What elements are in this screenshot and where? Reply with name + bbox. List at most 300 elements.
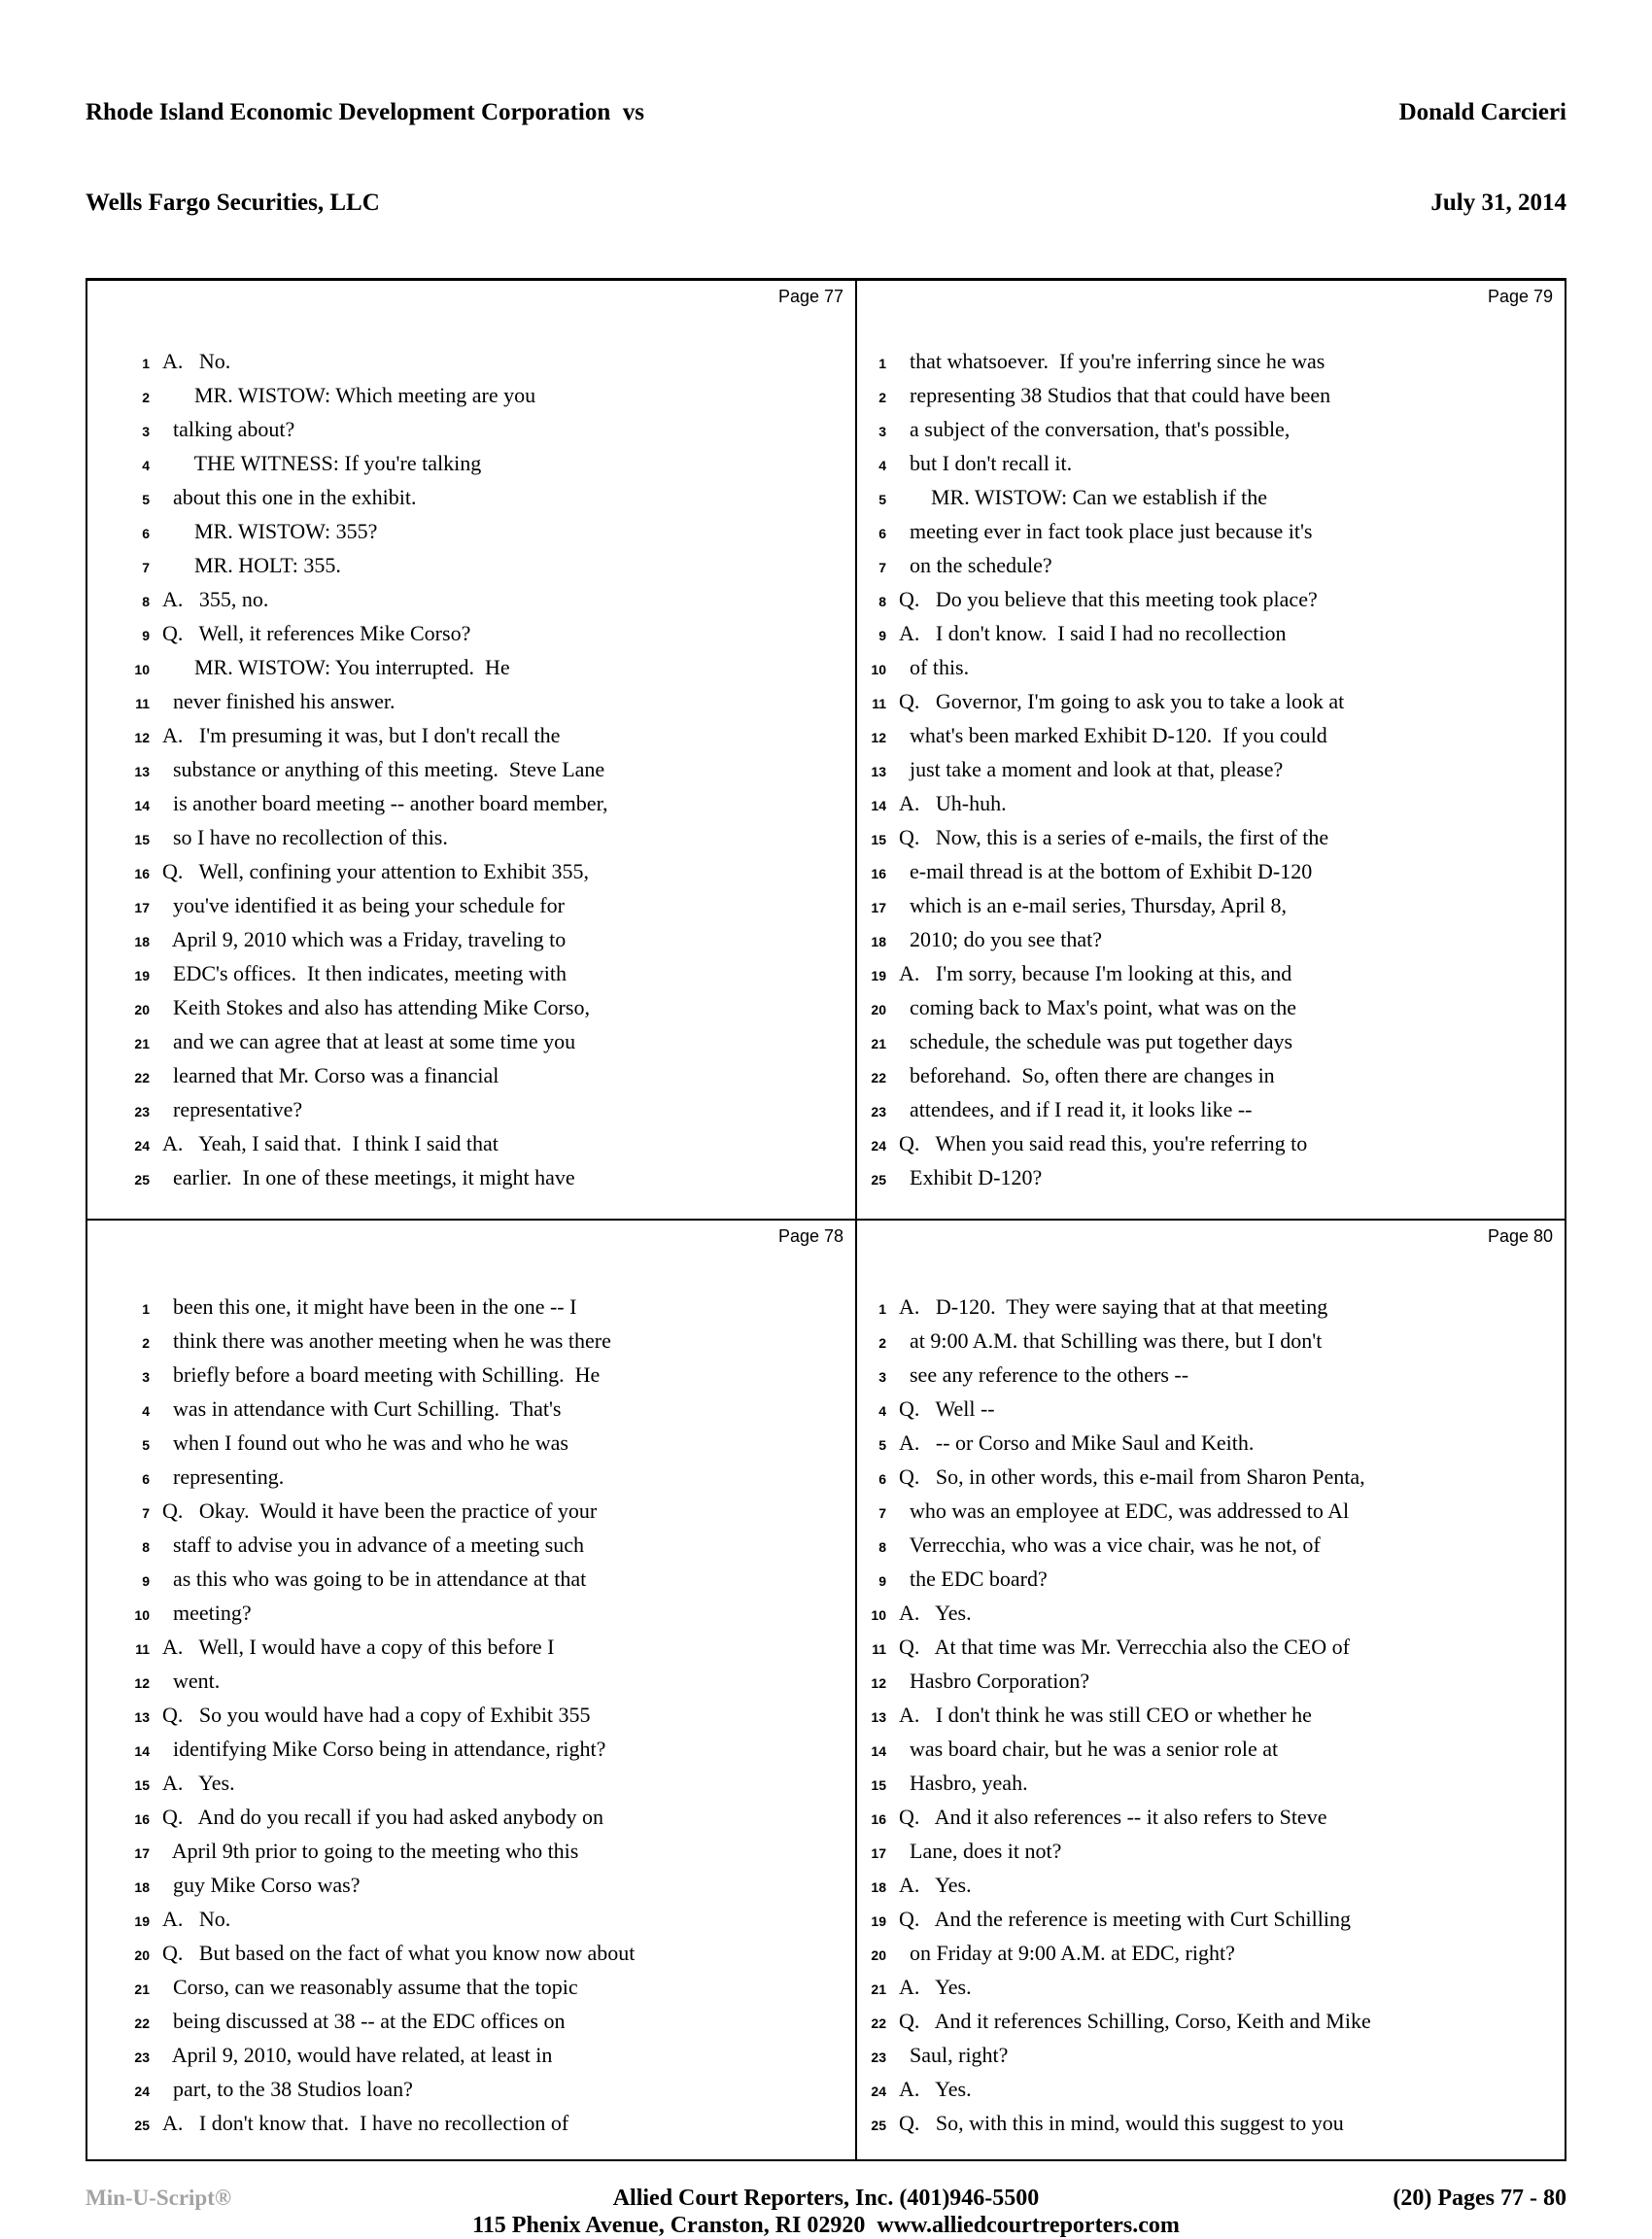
line-text: Q. Well -- [899,1396,995,1421]
line-number: 25 [871,1172,886,1188]
line-number: 15 [871,1777,886,1793]
line-number: 3 [878,424,886,439]
line-number: 11 [135,696,150,711]
transcript-line [87,514,855,548]
transcript-line [87,956,855,990]
line-number: 1 [878,1301,886,1317]
line-number: 12 [134,730,150,745]
line-text: Q. So, with this in mind, would this suggest to you [899,2111,1344,2135]
transcript-line [87,548,855,582]
transcript-line [87,1630,855,1664]
line-number: 21 [134,1036,150,1051]
line-text: Q. And do you recall if you had asked anybody on [162,1805,603,1829]
line-number: 16 [871,1811,886,1827]
line-number: 19 [871,1913,886,1929]
line-text: just take a moment and look at that, please? [899,757,1284,781]
line-text: you've identified it as being your schedule for [162,893,565,917]
transcript-line [857,1092,1565,1126]
line-number: 2 [142,390,150,405]
minuscript-brand: Min-U-Script® [86,2186,232,2210]
line-text: A. I don't think he was still CEO or whether he [899,1703,1312,1727]
page-lines [857,1290,1565,2140]
transcript-line [857,1970,1565,2004]
transcript-line [857,2004,1565,2038]
line-number: 1 [142,1301,150,1317]
transcript-line [857,1494,1565,1528]
line-text: learned that Mr. Corso was a financial [162,1063,499,1087]
reporter-contact: Allied Court Reporters, Inc. (401)946-5500 [612,2186,1040,2211]
line-number: 23 [871,2050,886,2065]
transcript-line [87,2004,855,2038]
line-text: A. I don't know that. I have no recollection of [162,2111,569,2135]
transcript-line [857,1800,1565,1834]
case-title [86,37,644,278]
line-text: beforehand. So, often there are changes in [899,1063,1275,1087]
line-number: 2 [142,1335,150,1351]
line-text: A. Well, I would have a copy of this before I [162,1635,555,1659]
line-text: meeting? [162,1601,252,1625]
transcript-line [87,752,855,786]
line-text: A. No. [162,1907,231,1931]
transcript-line [857,548,1565,582]
case-title-line2: Wells Fargo Securities, LLC [86,189,380,216]
line-text: A. I'm presuming it was, but I don't recall the [162,723,561,747]
line-text: attendees, and if I read it, it looks like -- [899,1097,1253,1121]
line-number: 25 [134,2118,150,2133]
transcript-line [857,1902,1565,1936]
transcript-line [87,718,855,752]
transcript-line [857,1766,1565,1800]
line-text: and we can agree that at least at some time you [162,1029,576,1053]
transcript-line [87,1324,855,1358]
line-number: 6 [142,526,150,541]
line-text: Keith Stokes and also has attending Mike Corso, [162,995,590,1019]
transcript-line [87,1834,855,1868]
transcript-line [87,922,855,956]
transcript-line [87,1800,855,1834]
case-title-line1: Rhode Island Economic Development Corporation vs [86,99,645,125]
line-number: 17 [134,900,150,915]
line-text: A. 355, no. [162,587,269,611]
transcript-line [857,378,1565,412]
line-number: 19 [134,968,150,983]
line-text: Q. So, in other words, this e-mail from Sharon Penta, [899,1464,1365,1489]
line-number: 7 [142,1505,150,1521]
line-number: 17 [871,900,886,915]
transcript-line [87,820,855,854]
line-text: A. Yes. [899,1975,972,1999]
line-number: 7 [878,1505,886,1521]
line-number: 20 [871,1002,886,1017]
transcript-page-80 [857,1221,1565,2159]
line-text: that whatsoever. If you're inferring since he was [899,349,1325,373]
line-text: Q. So you would have had a copy of Exhibit 355 [162,1703,591,1727]
line-number: 13 [871,1709,886,1725]
line-text: A. Yes. [899,1601,972,1625]
line-text: A. D-120. They were saying that at that meeting [899,1294,1328,1319]
page-label: Page 79 [1487,287,1553,306]
line-text: Hasbro Corporation? [899,1669,1090,1693]
line-number: 11 [135,1641,150,1657]
transcript-line [87,1126,855,1160]
transcript-line [857,2072,1565,2106]
line-number: 15 [134,832,150,847]
line-text: Saul, right? [899,2043,1009,2067]
line-number: 7 [878,560,886,575]
line-number: 6 [878,1471,886,1487]
line-text: April 9th prior to going to the meeting who this [162,1839,579,1863]
transcript-line [857,990,1565,1024]
line-number: 9 [878,1573,886,1589]
line-number: 20 [134,1947,150,1963]
transcript-line [857,956,1565,990]
line-text: April 9, 2010, would have related, at least in [162,2043,553,2067]
line-number: 6 [878,526,886,541]
line-text: was board chair, but he was a senior role at [899,1737,1279,1761]
line-text: MR. HOLT: 355. [162,553,341,577]
line-text: which is an e-mail series, Thursday, April 8, [899,893,1287,917]
transcript-line [857,1936,1565,1970]
line-number: 18 [134,934,150,949]
line-text: as this who was going to be in attendance at that [162,1567,587,1591]
line-text: at 9:00 A.M. that Schilling was there, but I don't [899,1328,1323,1353]
line-text: when I found out who he was and who he was [162,1430,568,1455]
page-lines [87,1290,855,2140]
transcript-line [87,1936,855,1970]
witness-date [1399,37,1566,278]
transcript-line [857,888,1565,922]
line-text: MR. WISTOW: Can we establish if the [899,485,1268,509]
line-text: MR. WISTOW: You interrupted. He [162,655,510,679]
transcript-page-78 [87,1221,857,2159]
transcript-page-79 [857,281,1565,1221]
line-text: coming back to Max's point, what was on the [899,995,1297,1019]
transcript-line [87,1024,855,1058]
line-text: EDC's offices. It then indicates, meeting with [162,961,567,985]
line-text: Q. At that time was Mr. Verrecchia also the CEO of [899,1635,1350,1659]
transcript-line [87,1392,855,1426]
transcript-line [857,650,1565,684]
transcript-line [87,1290,855,1324]
line-number: 14 [134,1743,150,1759]
line-number: 14 [871,798,886,813]
line-number: 8 [142,1539,150,1555]
transcript-line [857,752,1565,786]
line-text: representing. [162,1464,285,1489]
line-number: 9 [878,628,886,643]
line-text: A. Yes. [899,2077,972,2101]
transcript-line [87,1358,855,1392]
line-text: A. No. [162,349,231,373]
line-text: the EDC board? [899,1567,1048,1591]
line-number: 11 [872,696,886,711]
line-text: schedule, the schedule was put together days [899,1029,1293,1053]
transcript-line [87,1596,855,1630]
line-number: 18 [134,1879,150,1895]
transcript-line [857,1596,1565,1630]
transcript-line [857,344,1565,378]
transcript-line [857,820,1565,854]
transcript-line [87,1494,855,1528]
line-number: 24 [871,1138,886,1154]
transcript-line [857,1126,1565,1160]
transcript-line [857,2038,1565,2072]
transcript-line [857,480,1565,514]
line-number: 24 [871,2084,886,2099]
transcript-line [857,1324,1565,1358]
transcript-line [87,1460,855,1494]
deposition-date: July 31, 2014 [1430,189,1566,216]
transcript-line [87,2038,855,2072]
page-lines [87,344,855,1194]
line-number: 2 [878,390,886,405]
line-number: 22 [134,2015,150,2031]
transcript-line [87,582,855,616]
transcript-line [87,650,855,684]
line-text: staff to advise you in advance of a meeting such [162,1533,584,1557]
transcript-line [87,1058,855,1092]
line-text: Q. Do you believe that this meeting took place? [899,587,1318,611]
transcript-line [857,446,1565,480]
line-text: Q. Now, this is a series of e-mails, the first of the [899,825,1329,849]
transcript-line [857,1868,1565,1902]
line-number: 24 [134,2084,150,2099]
line-text: Q. And it also references -- it also refers to Steve [899,1805,1327,1829]
line-text: talking about? [162,417,295,441]
line-number: 4 [878,1403,886,1419]
line-text: but I don't recall it. [899,451,1073,475]
line-number: 8 [142,594,150,609]
transcript-line [857,1358,1565,1392]
line-number: 25 [871,2118,886,2133]
line-text: Hasbro, yeah. [899,1771,1028,1795]
line-number: 11 [872,1641,886,1657]
line-text: see any reference to the others -- [899,1362,1189,1387]
transcript-grid [86,281,1566,2161]
transcript-line [857,854,1565,888]
line-number: 4 [142,1403,150,1419]
transcript-line [857,1160,1565,1194]
line-text: being discussed at 38 -- at the EDC offices on [162,2009,566,2033]
line-text: substance or anything of this meeting. Steve Lane [162,757,605,781]
line-number: 15 [871,832,886,847]
transcript-line [87,446,855,480]
line-text: identifying Mike Corso being in attendance, right? [162,1737,606,1761]
transcript-line [857,412,1565,446]
line-text: think there was another meeting when he was there [162,1328,611,1353]
line-number: 3 [878,1369,886,1385]
transcript-line [857,514,1565,548]
line-number: 10 [134,1607,150,1623]
transcript-line [87,786,855,820]
line-text: Q. And it references Schilling, Corso, Keith and Mike [899,2009,1371,2033]
line-text: Q. But based on the fact of what you know now about [162,1941,636,1965]
transcript-line [857,616,1565,650]
line-number: 18 [871,934,886,949]
line-number: 17 [134,1845,150,1861]
line-number: 22 [871,2015,886,2031]
transcript-line [857,922,1565,956]
line-number: 4 [878,458,886,473]
line-number: 20 [134,1002,150,1017]
line-number: 5 [142,1437,150,1453]
transcript-line [87,480,855,514]
line-number: 13 [134,1709,150,1725]
line-text: so I have no recollection of this. [162,825,448,849]
line-number: 10 [871,1607,886,1623]
transcript-line [857,582,1565,616]
page-lines [857,344,1565,1194]
line-text: was in attendance with Curt Schilling. That's [162,1396,562,1421]
line-text: about this one in the exhibit. [162,485,417,509]
footer-row [86,2185,1566,2212]
line-text: representative? [162,1097,303,1121]
transcript-line [857,1562,1565,1596]
line-text: representing 38 Studios that that could have been [899,383,1331,407]
transcript-line [87,616,855,650]
line-text: e-mail thread is at the bottom of Exhibit D-120 [899,859,1313,883]
line-number: 17 [871,1845,886,1861]
transcript-line [87,344,855,378]
transcript-line [87,378,855,412]
line-text: on the schedule? [899,553,1052,577]
document-footer [86,2185,1566,2239]
line-number: 3 [142,1369,150,1385]
line-number: 16 [871,866,886,881]
line-text: guy Mike Corso was? [162,1873,361,1897]
line-number: 13 [134,764,150,779]
line-number: 6 [142,1471,150,1487]
transcript-line [857,1058,1565,1092]
transcript-line [87,1528,855,1562]
line-number: 5 [142,492,150,507]
transcript-line [857,1528,1565,1562]
line-number: 5 [878,492,886,507]
line-number: 21 [871,1036,886,1051]
transcript-line [857,718,1565,752]
line-number: 21 [871,1981,886,1997]
line-number: 12 [871,730,886,745]
line-number: 7 [142,560,150,575]
line-text: earlier. In one of these meetings, it might have [162,1165,575,1189]
line-number: 1 [142,356,150,371]
transcript-line [87,1092,855,1126]
line-number: 3 [142,424,150,439]
transcript-line [87,2072,855,2106]
line-number: 2 [878,1335,886,1351]
line-number: 10 [134,662,150,677]
transcript-line [87,684,855,718]
transcript-line [87,1732,855,1766]
transcript-line [87,412,855,446]
line-text: April 9, 2010 which was a Friday, traveling to [162,927,567,951]
line-text: on Friday at 9:00 A.M. at EDC, right? [899,1941,1235,1965]
line-text: A. Yeah, I said that. I think I said that [162,1131,499,1155]
line-text: 2010; do you see that? [899,927,1102,951]
line-text: Verrecchia, who was a vice chair, was he not, of [899,1533,1321,1557]
transcript-line [87,854,855,888]
document-header [86,0,1566,281]
line-text: Q. And the reference is meeting with Curt Schilling [899,1907,1351,1931]
transcript-line [857,1426,1565,1460]
line-text: of this. [899,655,970,679]
line-text: Lane, does it not? [899,1839,1062,1863]
transcript-line [87,888,855,922]
line-text: A. Uh-huh. [899,791,1007,815]
transcript-line [857,1664,1565,1698]
line-number: 12 [871,1675,886,1691]
line-number: 18 [871,1879,886,1895]
transcript-line [87,1698,855,1732]
line-text: MR. WISTOW: Which meeting are you [162,383,536,407]
line-text: THE WITNESS: If you're talking [162,451,482,475]
transcript-line [87,2106,855,2140]
transcript-line [87,990,855,1024]
line-number: 23 [871,1104,886,1120]
line-text: a subject of the conversation, that's possible, [899,417,1291,441]
line-text: A. I don't know. I said I had no recollection [899,621,1287,645]
transcript-line [87,1766,855,1800]
line-number: 10 [871,662,886,677]
transcript-line [87,1664,855,1698]
line-text: A. Yes. [899,1873,972,1897]
line-text: never finished his answer. [162,689,396,713]
line-number: 13 [871,764,886,779]
page-label: Page 80 [1487,1226,1553,1246]
line-number: 8 [878,1539,886,1555]
line-number: 15 [134,1777,150,1793]
transcript-page-77 [87,281,857,1221]
line-number: 25 [134,1172,150,1188]
page-label: Page 77 [777,287,843,306]
line-text: Q. Well, confining your attention to Exhibit 355, [162,859,589,883]
line-number: 12 [134,1675,150,1691]
line-text: A. -- or Corso and Mike Saul and Keith. [899,1430,1255,1455]
line-number: 9 [142,1573,150,1589]
line-number: 8 [878,594,886,609]
witness-name: Donald Carcieri [1398,99,1566,125]
line-text: what's been marked Exhibit D-120. If you could [899,723,1327,747]
line-text: Q. Governor, I'm going to ask you to take a look at [899,689,1345,713]
transcript-line [857,1024,1565,1058]
line-number: 9 [142,628,150,643]
line-number: 14 [871,1743,886,1759]
transcript-line [87,1970,855,2004]
line-text: briefly before a board meeting with Schilling. He [162,1362,601,1387]
line-text: part, to the 38 Studios loan? [162,2077,413,2101]
line-number: 20 [871,1947,886,1963]
line-text: who was an employee at EDC, was addressed to Al [899,1498,1350,1523]
transcript-line [87,1562,855,1596]
line-number: 24 [134,1138,150,1154]
line-number: 19 [134,1913,150,1929]
line-number: 14 [134,798,150,813]
line-text: Q. When you said read this, you're referring to [899,1131,1308,1155]
line-text: Corso, can we reasonably assume that the topic [162,1975,578,1999]
line-text: meeting ever in fact took place just because it's [899,519,1313,543]
line-text: been this one, it might have been in the one -- I [162,1294,577,1319]
transcript-line [857,2106,1565,2140]
line-text: MR. WISTOW: 355? [162,519,378,543]
page-label: Page 78 [777,1226,843,1246]
transcript-line [87,1426,855,1460]
reporter-address: 115 Phenix Avenue, Cranston, RI 02920 www.alliedcourtreporters.com [472,2213,1180,2238]
line-number: 23 [134,1104,150,1120]
line-number: 16 [134,866,150,881]
transcript-line [857,786,1565,820]
line-text: A. I'm sorry, because I'm looking at this, and [899,961,1292,985]
pages-range: (20) Pages 77 - 80 [1393,2186,1567,2211]
